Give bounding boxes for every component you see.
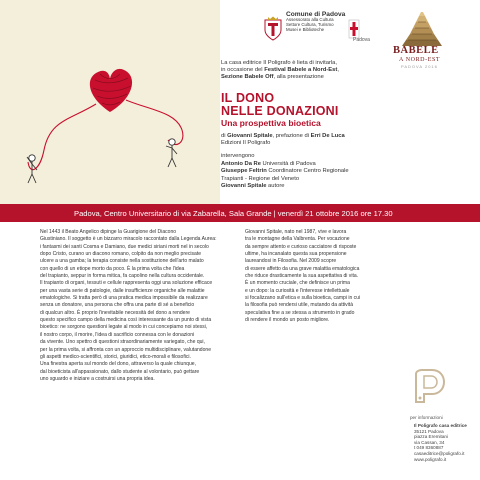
contact-info: [410, 368, 478, 480]
book-subtitle: Una prospettiva bioetica: [221, 118, 321, 128]
author-bio: Giovanni Spitale, nato nel 1987, vive e lavora tra le montagne della Valbrenta. Per vocazione da sempre attento e curioso cacciatore di risposte ultime, ha incanalato questa sua propensione laureandosi in Filosofia. Nel 2009 scopre di essere affetto da una grave malattia ematologica che riduce drasticamente la sua aspettativa di vita. È un momento cruciale, che definisce un prima e un dopo: la curiosità e l'interesse intellettuale si focalizzano sull'etica e sulla bioetica, campi in cui la filosofia può rendersi utile, mutando da attività speculativa fine a se stessa a strumento in grado di rendere il mondo un posto migliore.: [245, 229, 361, 324]
comune-padova-text: Comune di Padova Assessorato alla Cultura Settore Cultura, Turismo Musei e Biblioteche: [286, 11, 346, 32]
speaker-item: Giovanni Spitale autore: [221, 183, 285, 190]
authors: di Giovanni Spitale, prefazione di Erri De Luca Edizioni Il Poligrafo: [221, 133, 345, 147]
book-title: IL DONO NELLE DONAZIONI: [221, 91, 339, 118]
contact-label: per informazioni: [410, 415, 443, 420]
left-figure: [27, 155, 37, 183]
book-description: Nel 1443 il Beato Angelico dipinge la Guarigione del Diacono Giustiniano. Il soggetto è un bizzarro miracolo raccontato dalla Legenda Aurea: i fantasmi dei santi Cosma e Damiano, due medici siriani morti nel in secolo dopo Cristo, curano un diacono romano, colpito da non meglio precisate ulcere a una gamba; la terapia consiste nella sostituzione dell'arto malato con quello di un etiope morto da poco. È la prima volta che l'idea del trapianto, seppur in forma mitica, fa capolino nella cultura occidentale. Il trapianto di organi, tessuti e cellule rappresenta oggi una soluzione efficace per una vasta serie di patologie, dalle insufficienze organiche alle malattie ematologiche. Si tratta però di una pratica medica impossibile da realizzare senza un donatore, una persona che offra una parte di sé a beneficio di qualcun altro. È proprio l'inevitabile necessità del dono a rendere questo specifico campo della medicina così interessante da un punto di vista bioetico: ne sorgono questioni legate al modo in cui concepiamo noi stessi, il nostro corpo, il morire, l'idea di sacrificio connessa con le donazioni da vivente. Uno spettro di questioni straordinariamente variegato, che qui, per la prima volta, si affronta con un approccio multidisciplinare, valutandone gli aspetti medico-scientifici, storici, giuridici, etico-morali e filosofici. Una finestra aperta sul mondo del dono, attraverso la quale chiunque, dal bioeticista all'appassionato, dallo studente al volontario, può gettare uno sguardo e iniziare a costruirsi una propria idea.: [40, 229, 217, 382]
babele-title: BABELE: [393, 45, 439, 56]
speaker-item: Giuseppe Feltrin Coordinatore Centro Regionale: [221, 168, 349, 175]
speaker-item: Antonio Da Re Università di Padova: [221, 161, 316, 167]
babele-subtitle: A NORD-EST: [399, 57, 441, 63]
heart-icon: [90, 69, 132, 112]
speaker-item: Trapianti - Regione del Veneto: [221, 175, 300, 182]
event-band: [0, 204, 480, 222]
padova-mark-text: Padova: [353, 37, 370, 43]
event-location-date: Padova, Centro Universitario di via Zabarella, Sala Grande | venerdì 21 ottobre 2016 ore 17.30: [74, 209, 393, 218]
hero-illustration: [0, 0, 220, 204]
poligrafo-logo-icon: [410, 368, 450, 406]
contact-lines: Il Poligrafo casa editrice 35121 Padova piazza Eremitani via Cassan, 34 t 049 8360887 casaeditrice@poligrafo.it www.poligrafo.it: [414, 423, 467, 462]
heart-yarn-illustration: [0, 0, 220, 204]
babele-year: PADOVA 2016: [401, 64, 438, 69]
invite-text: La casa editrice Il Poligrafo è lieta di invitarla, in occasione del Festival Babele a Nord-Est, Sezione Babele Off, alla presentazione: [221, 60, 339, 80]
header-section: [0, 0, 480, 204]
speakers-list: [221, 161, 471, 191]
padova-crest-icon: [262, 16, 284, 42]
right-figure: [166, 139, 177, 167]
babel-tower-icon: [396, 10, 448, 48]
intervengono-label: intervengono: [221, 153, 255, 159]
